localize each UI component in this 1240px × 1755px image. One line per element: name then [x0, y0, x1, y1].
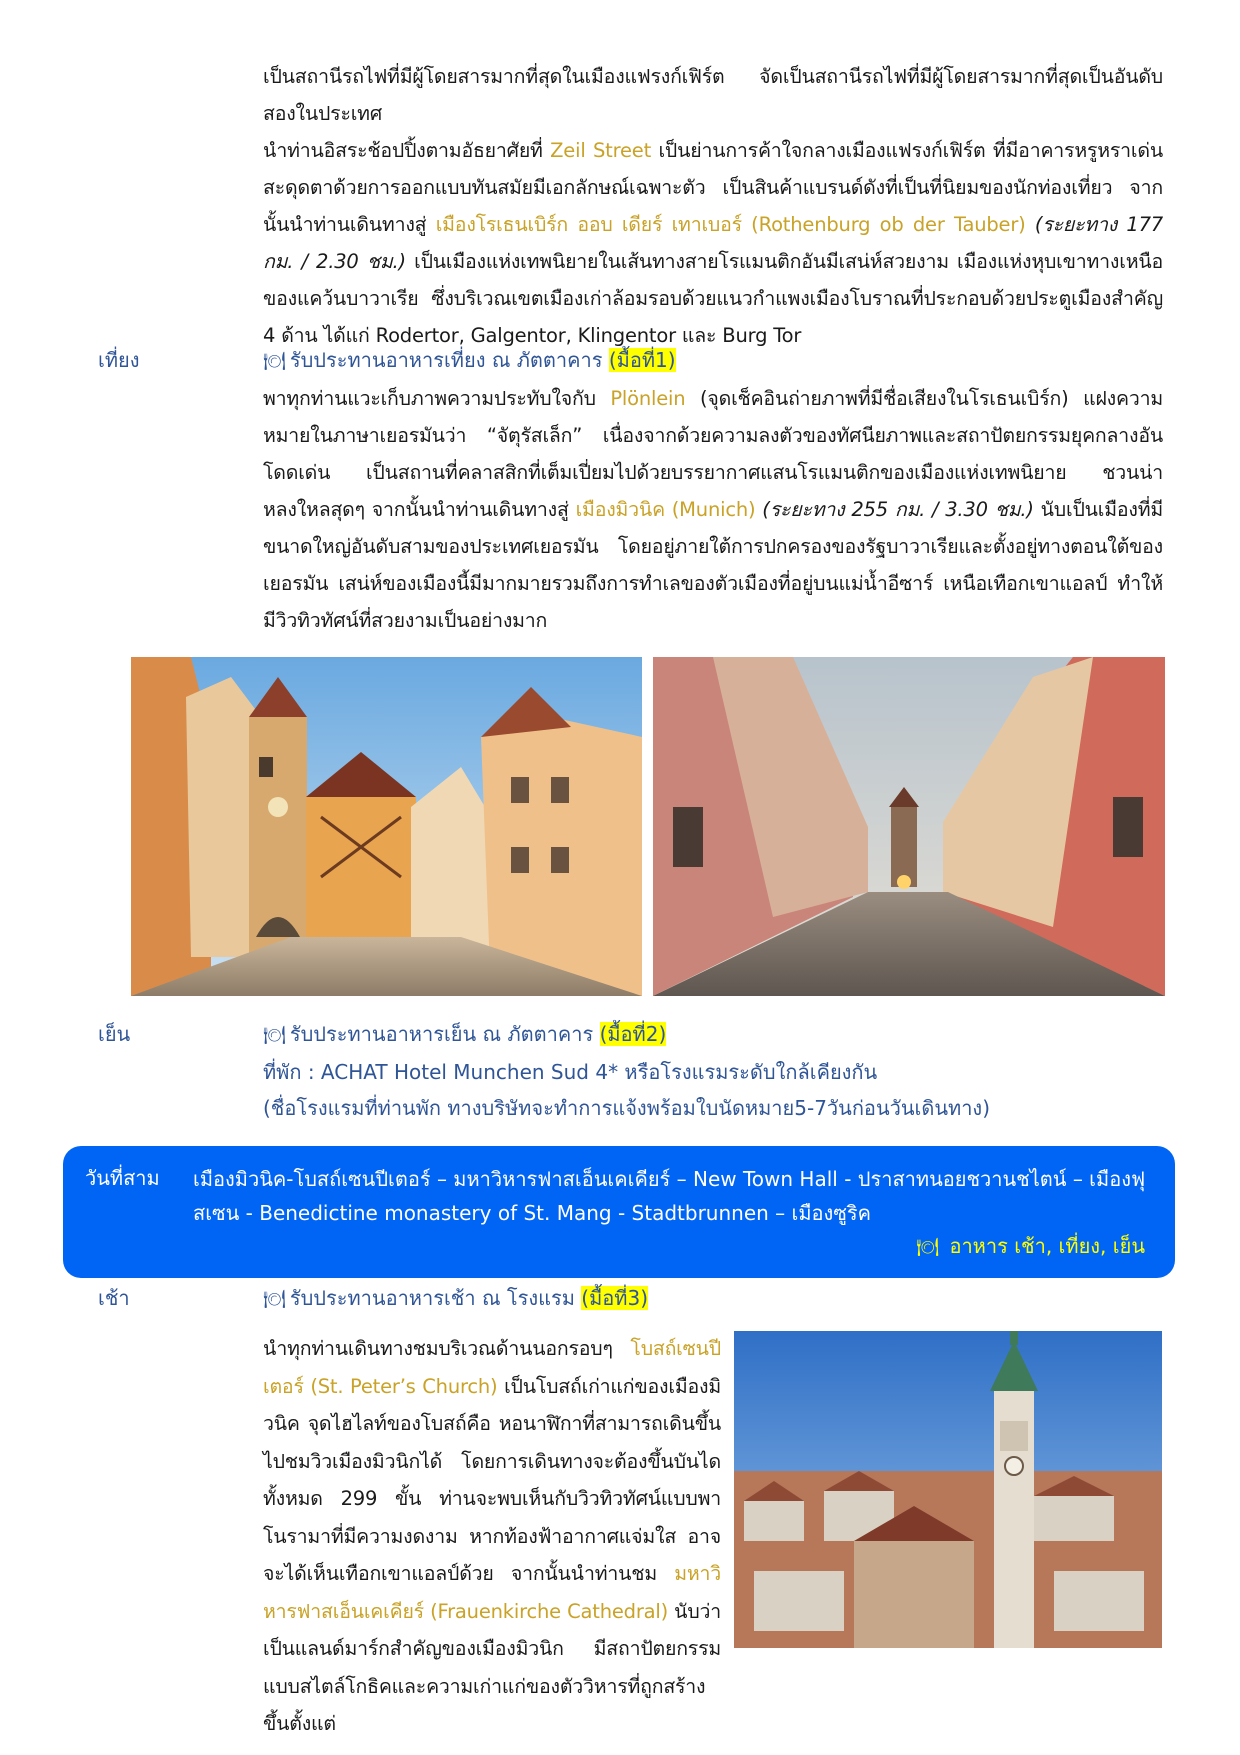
text-run: เป็นย่านการค้าใจกลางเมืองแฟรงก์เฟิร์ต ที่มีอาคารหรูหราเด่นสะดุดตาด้วยการออกแบบทันสมัยมีเอกลักษณ์เฉพาะตัว เป็นสินค้าแบรนด์ดังที่เป็นที่นิยมของนักท่องเที่ยว จากนั้นนำท่านเดินทางสู่	[263, 139, 1163, 236]
text-run: นำท่านอิสระช้อปปิ้งตามอัธยาศัยที่	[263, 139, 551, 162]
breakfast-meal-block	[263, 1280, 1163, 1318]
intro-paragraph-1: เป็นสถานีรถไฟที่มีผู้โดยสารมากที่สุดในเมืองแฟรงก์เฟิร์ต จัดเป็นสถานีรถไฟที่มีผู้โดยสารมากที่สุดเป็นอันดับสองในประเทศ	[263, 65, 1163, 125]
plonlein-name: Plönlein	[610, 387, 686, 410]
frauenkirche-name: มหาวิหารฟาสเอ็นเคเคียร์ (Frauenkirche Cathedral)	[263, 1562, 721, 1623]
meal-text: รับประทานอาหารเช้า ณ โรงแรม	[289, 1286, 582, 1310]
lunch-paragraph	[263, 380, 1163, 639]
dish-icon: 🍽	[263, 1289, 286, 1310]
dish-icon: 🍽	[263, 1025, 286, 1046]
hotel-note: (ชื่อโรงแรมที่ท่านพัก ทางบริษัทจะทำการแจ้งพร้อมใบนัดหมาย5-7วันก่อนวันเดินทาง)	[263, 1096, 990, 1120]
time-label-dinner: เย็น	[98, 1022, 131, 1046]
photo-munich-st-peter	[734, 1331, 1162, 1648]
meal-text: รับประทานอาหารเที่ยง ณ ภัตตาคาร	[289, 348, 609, 372]
rothenburg-name: เมืองโรเธนเบิร์ก ออบ เดียร์ เทาเบอร์ (Rothenburg ob der Tauber)	[435, 213, 1026, 236]
day-route: เมืองมิวนิค-โบสถ์เซนปีเตอร์ – มหาวิหารฟาสเอ็นเคเคียร์ – New Town Hall - ปราสาทนอยชวานชไตน์ – เมืองฟุสเซน - Benedictine monastery of St. Mang - Stadtbrunnen – เมืองซูริค	[193, 1167, 1146, 1225]
text-run: เป็นเมืองแห่งเทพนิยายในเส้นทางสายโรแมนติกอันมีเสน่ห์สวยงาม เมืองแห่งหุบเขาทางเหนือของแคว้นบาวาเรีย ซึ่งบริเวณเขตเมืองเก่าล้อมรอบด้วยแนวกำแพงเมืองโบราณที่ประกอบด้วยประตูเมืองสำคัญ 4 ด้าน ได้แก่ Rodertor, Galgentor, Klingentor และ Burg Tor	[263, 250, 1164, 347]
text-run: พาทุกท่านแวะเก็บภาพความประทับใจกับ	[263, 387, 611, 410]
text-run: นับว่าเป็นแลนด์มาร์กสำคัญของเมืองมิวนิก มีสถาปัตยกรรมแบบสไตล์โกธิคและความเก่าแก่ของตัววิหารที่ถูกสร้างขึ้นตั้งแต่	[263, 1599, 721, 1735]
text-run: เป็นโบสถ์เก่าแก่ของเมืองมิวนิค จุดไฮไลท์ของโบสถ์คือ หอนาฬิกาที่สามารถเดินขึ้นไปชมวิวเมืองมิวนิกได้ โดยการเดินทางจะต้องขึ้นบันไดทั้งหมด 299 ขั้น ท่านจะพบเห็นกับวิวทิวทัศน์แบบพาโนรามาที่มีความงดงาม หากท้องฟ้าอากาศแจ่มใส อาจจะได้เห็นเทือกเขาแอลป์ด้วย จากนั้นนำท่านชม	[263, 1374, 721, 1585]
dish-icon: 🍽	[263, 351, 286, 372]
breakfast-paragraph-wrap	[263, 1330, 721, 1743]
dinner-section	[263, 1016, 1163, 1126]
text-run: นับเป็นเมืองที่มีขนาดใหญ่อันดับสามของประเทศเยอรมัน โดยอยู่ภายใต้การปกครองของรัฐบาวาเรียและตั้งอยู่ทางตอนใต้ของเยอรมัน เสน่ห์ของเมืองนี้มีมากมายรวมถึงการทำเลของตัวเมืองที่อยู่บนแม่น้ำอีซาร์ เหนือเทือกเขาแอลป์ ทำให้มีวิวทิวทัศน์ที่สวยงามเป็นอย่างมาก	[263, 498, 1164, 632]
lunch-meal-line	[263, 342, 1163, 380]
day-three-banner	[63, 1146, 1175, 1278]
meal-text: รับประทานอาหารเย็น ณ ภัตตาคาร	[289, 1022, 600, 1046]
time-label-breakfast: เช้า	[98, 1286, 130, 1310]
meal-number-badge: (มื้อที่3)	[581, 1286, 649, 1310]
dish-icon: 🍽	[916, 1237, 940, 1258]
munich-name: เมืองมิวนิค (Munich)	[575, 498, 756, 521]
text-run: นำทุกท่านเดินทางชมบริเวณด้านนอกรอบๆ	[263, 1337, 631, 1360]
meals-text: อาหาร เช้า, เที่ยง, เย็น	[949, 1234, 1145, 1258]
zeil-street-link: Zeil Street	[550, 139, 652, 162]
intro-section	[263, 58, 1163, 354]
breakfast-paragraph	[263, 1330, 721, 1743]
distance-note: (ระยะทาง 255 กม. / 3.30 ชม.)	[755, 498, 1034, 521]
breakfast-meal-line	[263, 1280, 1163, 1318]
photo-plonlein-rothenburg	[131, 657, 642, 996]
lunch-section	[263, 342, 1163, 639]
intro-paragraph-2	[263, 132, 1163, 354]
day-meals	[916, 1230, 1145, 1262]
st-peter-name: โบสถ์เซนปีเตอร์ (St. Peter’s Church)	[263, 1337, 721, 1398]
time-label-lunch: เที่ยง	[98, 348, 140, 372]
hotel-line: ที่พัก : ACHAT Hotel Munchen Sud 4* หรือโรงแรมระดับใกล้เคียงกัน	[263, 1060, 878, 1084]
meal-number-badge: (มื้อที่2)	[599, 1022, 667, 1046]
distance-note: (ระยะทาง 177 กม. / 2.30 ชม.)	[263, 213, 1164, 273]
text-run: (จุดเช็คอินถ่ายภาพที่มีชื่อเสียงในโรเธนเบิร์ก) แฝงความหมายในภาษาเยอรมันว่า “จัตุรัสเล็ก” เนื่องจากด้วยความลงตัวของทัศนียภาพและสถาปัตยกรรมยุคกลางอันโดดเด่น เป็นสถานที่คลาสสิกที่เต็มเปี่ยมไปด้วยบรรยากาศแสนโรแมนติกของเมืองแห่งเทพนิยาย ชวนน่าหลงใหลสุดๆ จากนั้นนำท่านเดินทางสู่	[263, 387, 1163, 521]
meal-number-badge: (มื้อที่1)	[608, 348, 676, 372]
day-label: วันที่สาม	[85, 1166, 160, 1190]
dinner-meal-line	[263, 1016, 1163, 1054]
photo-rothenburg-street	[653, 657, 1165, 996]
